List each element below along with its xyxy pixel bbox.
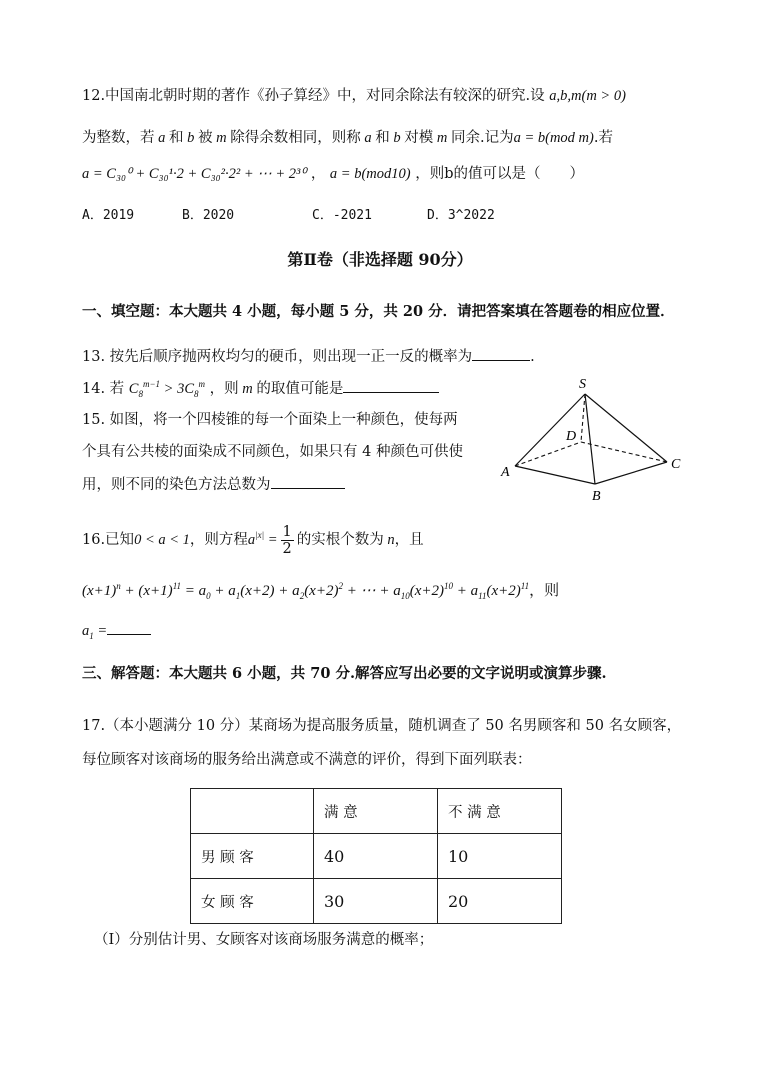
q12-formula: a = C₃₀⁰ + C₃₀¹·2 + C₃₀²·2² + ⋯ + 2³⁰	[82, 166, 307, 182]
table-cell: 女 顾 客	[191, 879, 314, 924]
q15-line1: 15. 如图，将一个四棱锥的每一个面染上一种颜色，使每两	[82, 412, 458, 428]
table-cell: 30	[314, 879, 438, 924]
table-row	[191, 879, 562, 924]
q12-line1: 12.中国南北朝时期的著作《孙子算经》中，对同余除法有较深的研究.设 a,b,m(m > 0)	[82, 88, 626, 104]
section3-heading: 三、解答题：本大题共 6 小题，共 70 分.解答应写出必要的文字说明或演算步骤.	[82, 665, 607, 682]
q14: 14. 若 $C_8^{m-1} > 3C_8^m$ ，则 m 的取值可能是	[82, 378, 439, 399]
edge-SB	[585, 394, 595, 484]
contingency-table	[190, 788, 562, 924]
table-cell: 40	[314, 834, 438, 879]
table-cell: 20	[438, 879, 562, 924]
edge-SC	[585, 394, 667, 462]
q15-line2: 个具有公共棱的面染成不同颜色，如果只有 4 种颜色可供使	[82, 444, 463, 460]
q15-line3: 用，则不同的染色方法总数为	[82, 474, 345, 495]
q17-line2: 每位顾客对该商场的服务给出满意或不满意的评价，得到下面列联表：	[82, 752, 532, 768]
edge-AB	[515, 466, 595, 484]
table-header-row	[191, 789, 562, 834]
q13: 13. 按先后顺序抛两枚均匀的硬币，则出现一正一反的概率为 .	[82, 346, 535, 367]
edge-BC	[595, 462, 667, 484]
edge-AD	[515, 442, 581, 466]
label-B: B	[592, 489, 601, 504]
option-a[interactable]: A．2019	[82, 208, 135, 223]
pyramid-figure	[495, 374, 695, 504]
q12-line2: 为整数，若 a 和 b 被 m 除得余数相同，则称 a 和 b 对模 m 同余.记为a = b(mod m).若	[82, 130, 613, 146]
option-c[interactable]: C．-2021	[312, 208, 372, 223]
q14-answer-blank[interactable]	[343, 378, 439, 393]
q17-line1: 17.（本小题满分 10 分）某商场为提高服务质量，随机调查了 50 名男顾客和 50 名女顾客，	[82, 718, 682, 734]
option-d[interactable]: D．3^2022	[427, 208, 495, 223]
q16-line1: 16.已知0 < a < 1，则方程$a^{|x|}$ = $\frac{1}{2}$ 的实根个数为 n，且	[82, 523, 424, 557]
option-b[interactable]: B．2020	[182, 208, 235, 223]
label-A: A	[501, 465, 510, 480]
label-S: S	[579, 377, 586, 392]
q17-part1: （Ⅰ）分别估计男、女顾客对该商场服务满意的概率；	[94, 932, 434, 948]
label-C: C	[671, 457, 681, 472]
table-row	[191, 834, 562, 879]
fraction-one-half: $\frac{1}{2}$	[282, 523, 292, 557]
label-D: D	[566, 429, 577, 444]
table-header: 满 意	[314, 789, 438, 834]
q16-line3: $a_1$ =	[82, 620, 151, 641]
table-cell	[191, 789, 314, 834]
q16-line2: $(x+1)^n + (x+1)^{11} = a_0 + a_1(x+2) + a_2(x+2)^2$ + ⋯ + $a_{10}(x+2)^{10} + a_{11}(x+2)^{11}$，则	[82, 581, 560, 601]
q15-answer-blank[interactable]	[271, 474, 345, 489]
part2-title: 第Ⅱ卷（非选择题 90分）	[287, 250, 473, 269]
q13-answer-blank[interactable]	[472, 346, 530, 361]
table-header: 不 满 意	[438, 789, 562, 834]
q16-answer-blank[interactable]	[107, 620, 151, 635]
section1-heading: 一、填空题：本大题共 4 小题，每小题 5 分，共 20 分．请把答案填在答题卷的相应位置．	[82, 303, 675, 320]
edge-SD	[581, 394, 585, 442]
q12-line3: a = C₃₀⁰ + C₃₀¹·2 + C₃₀²·2² + ⋯ + 2³⁰ ， a = b(mod10) ，则b的值可以是（ ）	[82, 166, 584, 182]
q12-cond: a = b(mod10)	[329, 166, 411, 182]
table-cell: 男 顾 客	[191, 834, 314, 879]
table-cell: 10	[438, 834, 562, 879]
